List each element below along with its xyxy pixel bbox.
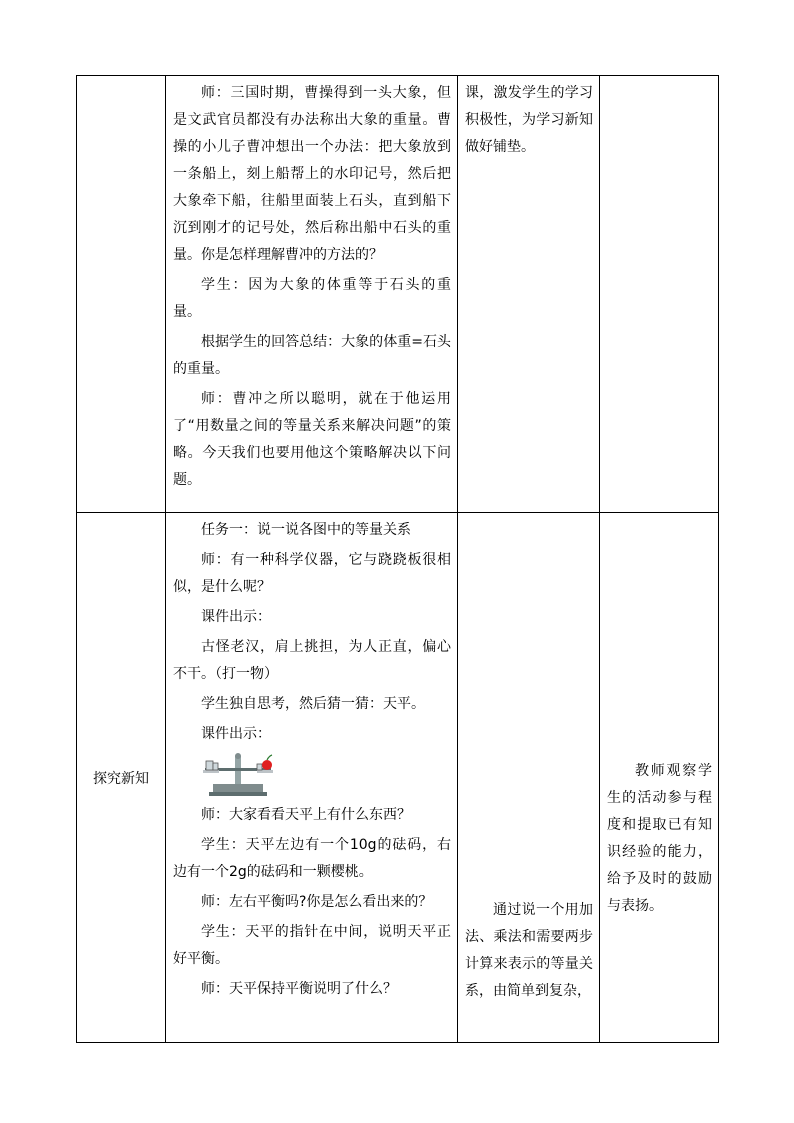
paragraph-teacher-look: 师：大家看看天平上有什么东西？ — [201, 807, 411, 823]
paragraph-instrument-question: 师：有一种科学仪器，它与跷跷板很相似，是什么呢？ — [173, 552, 451, 595]
intent-text-explore: 通过说一个用加法、乘法和需要两步计算来表示的等量关系，由简单到复杂， — [465, 902, 593, 999]
paragraph-student-weights: 学生：天平左边有一个10g的砝码，右边有一个2g的砝码和一颗樱桃。 — [173, 837, 451, 880]
paragraph-riddle: 古怪老汉，肩上挑担，为人正直，偏心不干。（打一物） — [173, 639, 451, 682]
paragraph-courseware-2: 课件出示： — [201, 726, 271, 742]
paragraph-teacher-meaning: 师：天平保持平衡说明了什么？ — [201, 981, 397, 997]
paragraph-guess: 学生独自思考，然后猜一猜：天平。 — [201, 696, 425, 712]
content-cell-intro — [166, 76, 458, 513]
section-cell-empty — [77, 76, 166, 513]
intent-cell-intro — [458, 76, 600, 513]
paragraph-student-pointer: 学生：天平的指针在中间，说明天平正好平衡。 — [173, 924, 451, 967]
table-row-explore — [77, 513, 719, 1043]
balance-scale-image — [199, 750, 277, 798]
evaluation-text-explore: 教师观察学生的活动参与程度和提取已有知识经验的能力，给予及时的鼓励与表扬。 — [607, 763, 712, 914]
evaluation-cell-intro — [600, 76, 719, 513]
paragraph-strategy: 师：曹冲之所以聪明，就在于他运用了“用数量之间的等量关系来解决问题”的策略。今天我们也要用他这个策略解决以下问题。 — [173, 391, 451, 488]
content-cell-explore — [166, 513, 458, 1043]
evaluation-cell-explore — [600, 513, 719, 1043]
paragraph-teacher-balanced: 师：左右平衡吗?你是怎么看出来的？ — [201, 894, 433, 910]
paragraph-summary: 根据学生的回答总结：大象的体重=石头的重量。 — [173, 334, 451, 377]
table-row-intro — [77, 76, 719, 513]
paragraph-teacher-story: 师：三国时期，曹操得到一头大象，但是文武官员都没有办法称出大象的重量。曹操的小儿子曹冲想出一个办法：把大象放到一条船上，刻上船帮上的水印记号，然后把大象牵下船，往船里面装上石头，直到船下沉到刚才的记号处，然后称出船中石头的重量。你是怎样理解曹冲的方法的？ — [173, 85, 451, 263]
paragraph-task-one: 任务一：说一说各图中的等量关系 — [201, 522, 411, 538]
lesson-plan-table — [76, 75, 719, 1043]
paragraph-courseware-1: 课件出示： — [201, 609, 271, 625]
intent-cell-explore — [458, 513, 600, 1043]
paragraph-student-answer: 学生：因为大象的体重等于石头的重量。 — [173, 277, 451, 320]
section-label-explore: 探究新知 — [77, 513, 166, 1043]
intent-text-intro: 课，激发学生的学习积极性，为学习新知做好铺垫。 — [465, 85, 593, 155]
